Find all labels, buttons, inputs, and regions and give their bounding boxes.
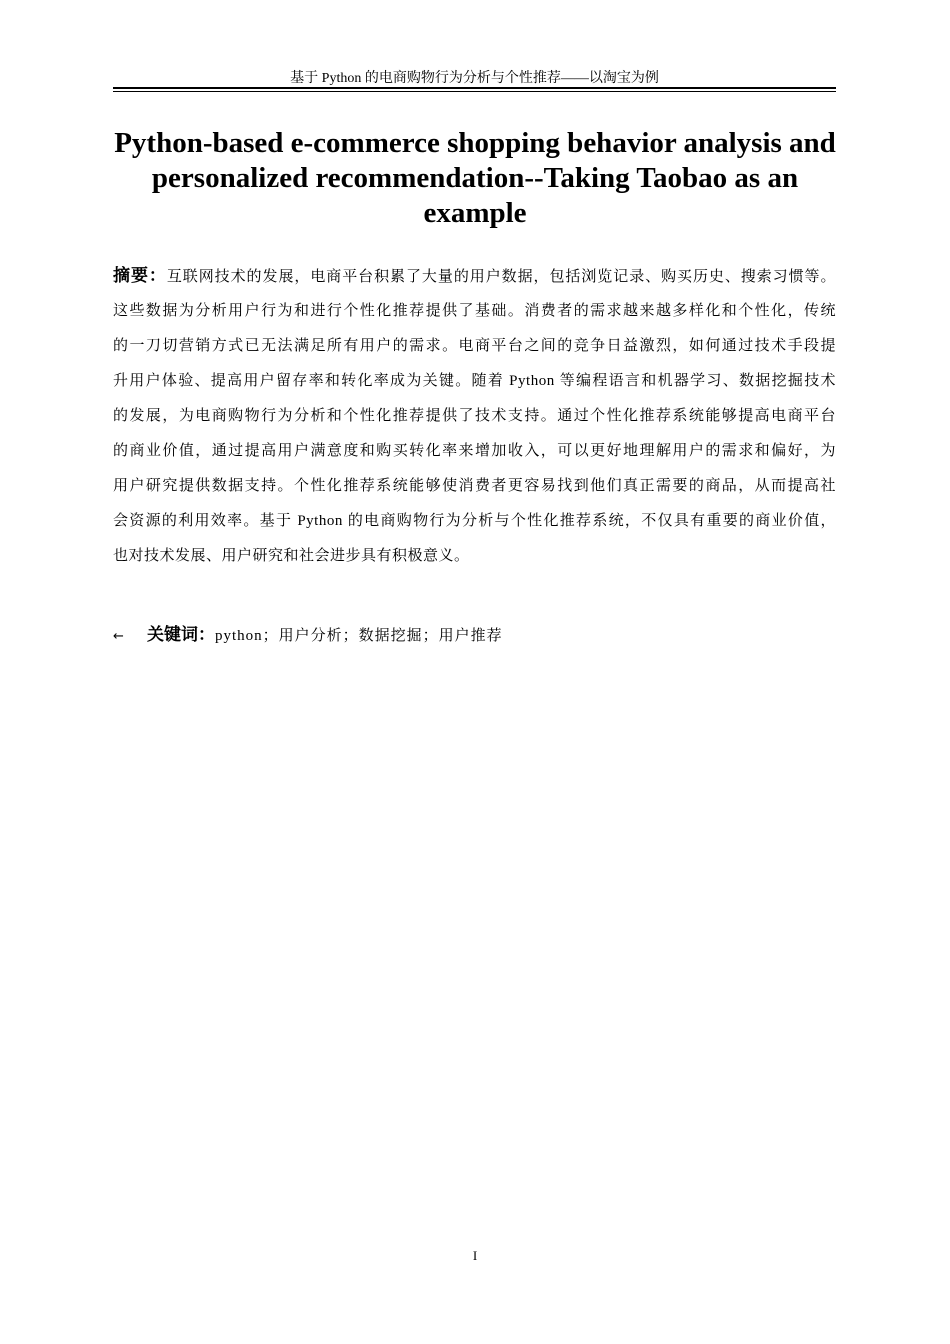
abstract-line: 用户研究提供数据支持。个性化推荐系统能够使消费者更容易找到他们真正需要的商品，从而提高社 — [113, 478, 836, 494]
running-header: 基于 Python 的电商购物行为分析与个性推荐——以淘宝为例 — [290, 71, 659, 86]
abstract-line: 的商业价值，通过提高用户满意度和购买转化率来增加收入，可以更好地理解用户的需求和偏好，为 — [113, 443, 836, 459]
abstract-line: 也对技术发展、用户研究和社会进步具有积极意义。 — [113, 548, 470, 564]
abstract-label: 摘要： — [113, 266, 167, 286]
page-number: I — [472, 1248, 478, 1263]
keywords-label: 关键词： — [147, 625, 215, 645]
abstract-line — [113, 262, 836, 297]
abstract-line: 这些数据为分析用户行为和进行个性化推荐提供了基础。消费者的需求越来越多样化和个性化，传统 — [113, 303, 836, 319]
keywords — [113, 623, 503, 649]
abstract-text: 互联网技术的发展，电商平台积累了大量的用户数据，包括浏览记录、购买历史、搜索习惯等。 — [166, 269, 837, 285]
abstract-line: 升用户体验、提高用户留存率和转化率成为关键。随着 Python 等编程语言和机器学习、数据挖掘技术 — [113, 373, 836, 389]
title-line: example — [423, 197, 527, 229]
title-line: personalized recommendation--Taking Taobao as an — [151, 162, 799, 194]
left-arrow-icon: ← — [113, 629, 124, 644]
abstract — [113, 262, 836, 577]
header-rule-thin — [113, 91, 836, 92]
abstract-line: 会资源的利用效率。基于 Python 的电商购物行为分析与个性化推荐系统，不仅具有重要的商业价值， — [113, 513, 836, 529]
keywords-text: python；用户分析；数据挖掘；用户推荐 — [215, 628, 503, 644]
header-rule-thick — [113, 87, 836, 89]
paper-title — [100, 126, 850, 231]
abstract-line: 的发展，为电商购物行为分析和个性化推荐提供了技术支持。通过个性化推荐系统能够提高电商平台 — [113, 408, 836, 424]
abstract-line: 的一刀切营销方式已无法满足所有用户的需求。电商平台之间的竞争日益激烈，如何通过技术手段提 — [113, 338, 836, 354]
title-line: Python-based e-commerce shopping behavior analysis and — [114, 127, 836, 159]
